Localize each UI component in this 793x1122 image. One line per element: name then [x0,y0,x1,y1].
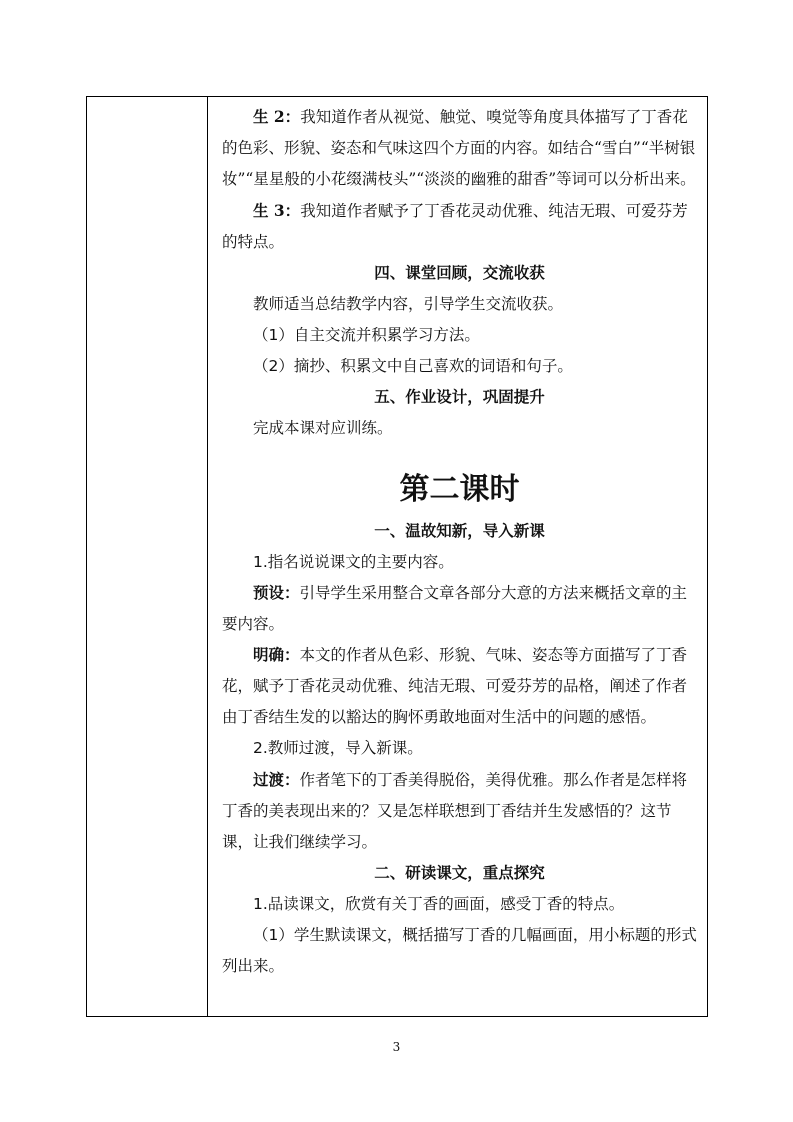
section-heading-review: 四、课堂回顾，交流收获 [374,264,545,282]
section-heading-intro: 一、温故知新，导入新课 [374,522,545,540]
student-answer-2 [222,101,697,195]
transition-text: 作者笔下的丁香美得脱俗，美得优雅。那么作者是怎样将丁香的美表现出来的？又是怎样联想到丁香结并生发感悟的？这节课，让我们继续学习。 [222,771,688,851]
transition-paragraph [222,764,697,858]
paragraph: 完成本课对应训练。 [253,419,393,437]
student-label: 生 3： [253,201,301,220]
clarify-paragraph [222,640,697,733]
content-cell [208,97,708,1017]
clarify-label: 明确： [253,646,300,664]
left-label-cell [87,97,208,1017]
answer-text: 我知道作者从视觉、触觉、嗅觉等角度具体描写了丁香花的色彩、形貌、姿态和气味这四个方面的内容。如结合“雪白”“半树银妆”“星星般的小花缀满枝头”“淡淡的幽雅的甜香”等词可以分析出来。 [222,108,696,188]
preset-label: 预设： [253,584,300,602]
lesson-plan-table [86,96,708,1017]
paragraph: 1.指名说说课文的主要内容。 [253,553,454,571]
paragraph: 教师适当总结教学内容，引导学生交流收获。 [253,295,564,313]
preset-paragraph [222,578,697,640]
student-label: 生 2： [253,107,301,126]
page-number: 3 [392,1040,401,1054]
paragraph: 2.教师过渡，导入新课。 [253,739,423,757]
clarify-text: 本文的作者从色彩、形貌、气味、姿态等方面描写了丁香花，赋予丁香花灵动优雅、纯洁无瑕、可爱芬芳的品格，阐述了作者由丁香结生发的以豁达的胸怀勇敢地面对生活中的问题的感悟。 [222,646,688,726]
list-item: （1）自主交流并积累学习方法。 [253,326,480,344]
list-item: （2）摘抄、积累文中自己喜欢的词语和句子。 [253,357,573,375]
preset-text: 引导学生采用整合文章各部分大意的方法来概括文章的主要内容。 [222,584,688,633]
list-item: （1）学生默读课文，概括描写丁香的几幅画面，用小标题的形式列出来。 [222,926,697,975]
answer-text: 我知道作者赋予了丁香花灵动优雅、纯洁无瑕、可爱芬芳的特点。 [222,202,688,251]
lesson-title: 第二课时 [399,472,520,507]
paragraph: 1.品读课文，欣赏有关丁香的画面，感受丁香的特点。 [253,895,625,913]
student-answer-3 [222,195,697,258]
content-body [208,97,707,982]
transition-label: 过渡： [253,770,300,789]
section-heading-homework: 五、作业设计，巩固提升 [374,388,545,406]
section-heading-study: 二、研读课文，重点探究 [374,864,545,882]
